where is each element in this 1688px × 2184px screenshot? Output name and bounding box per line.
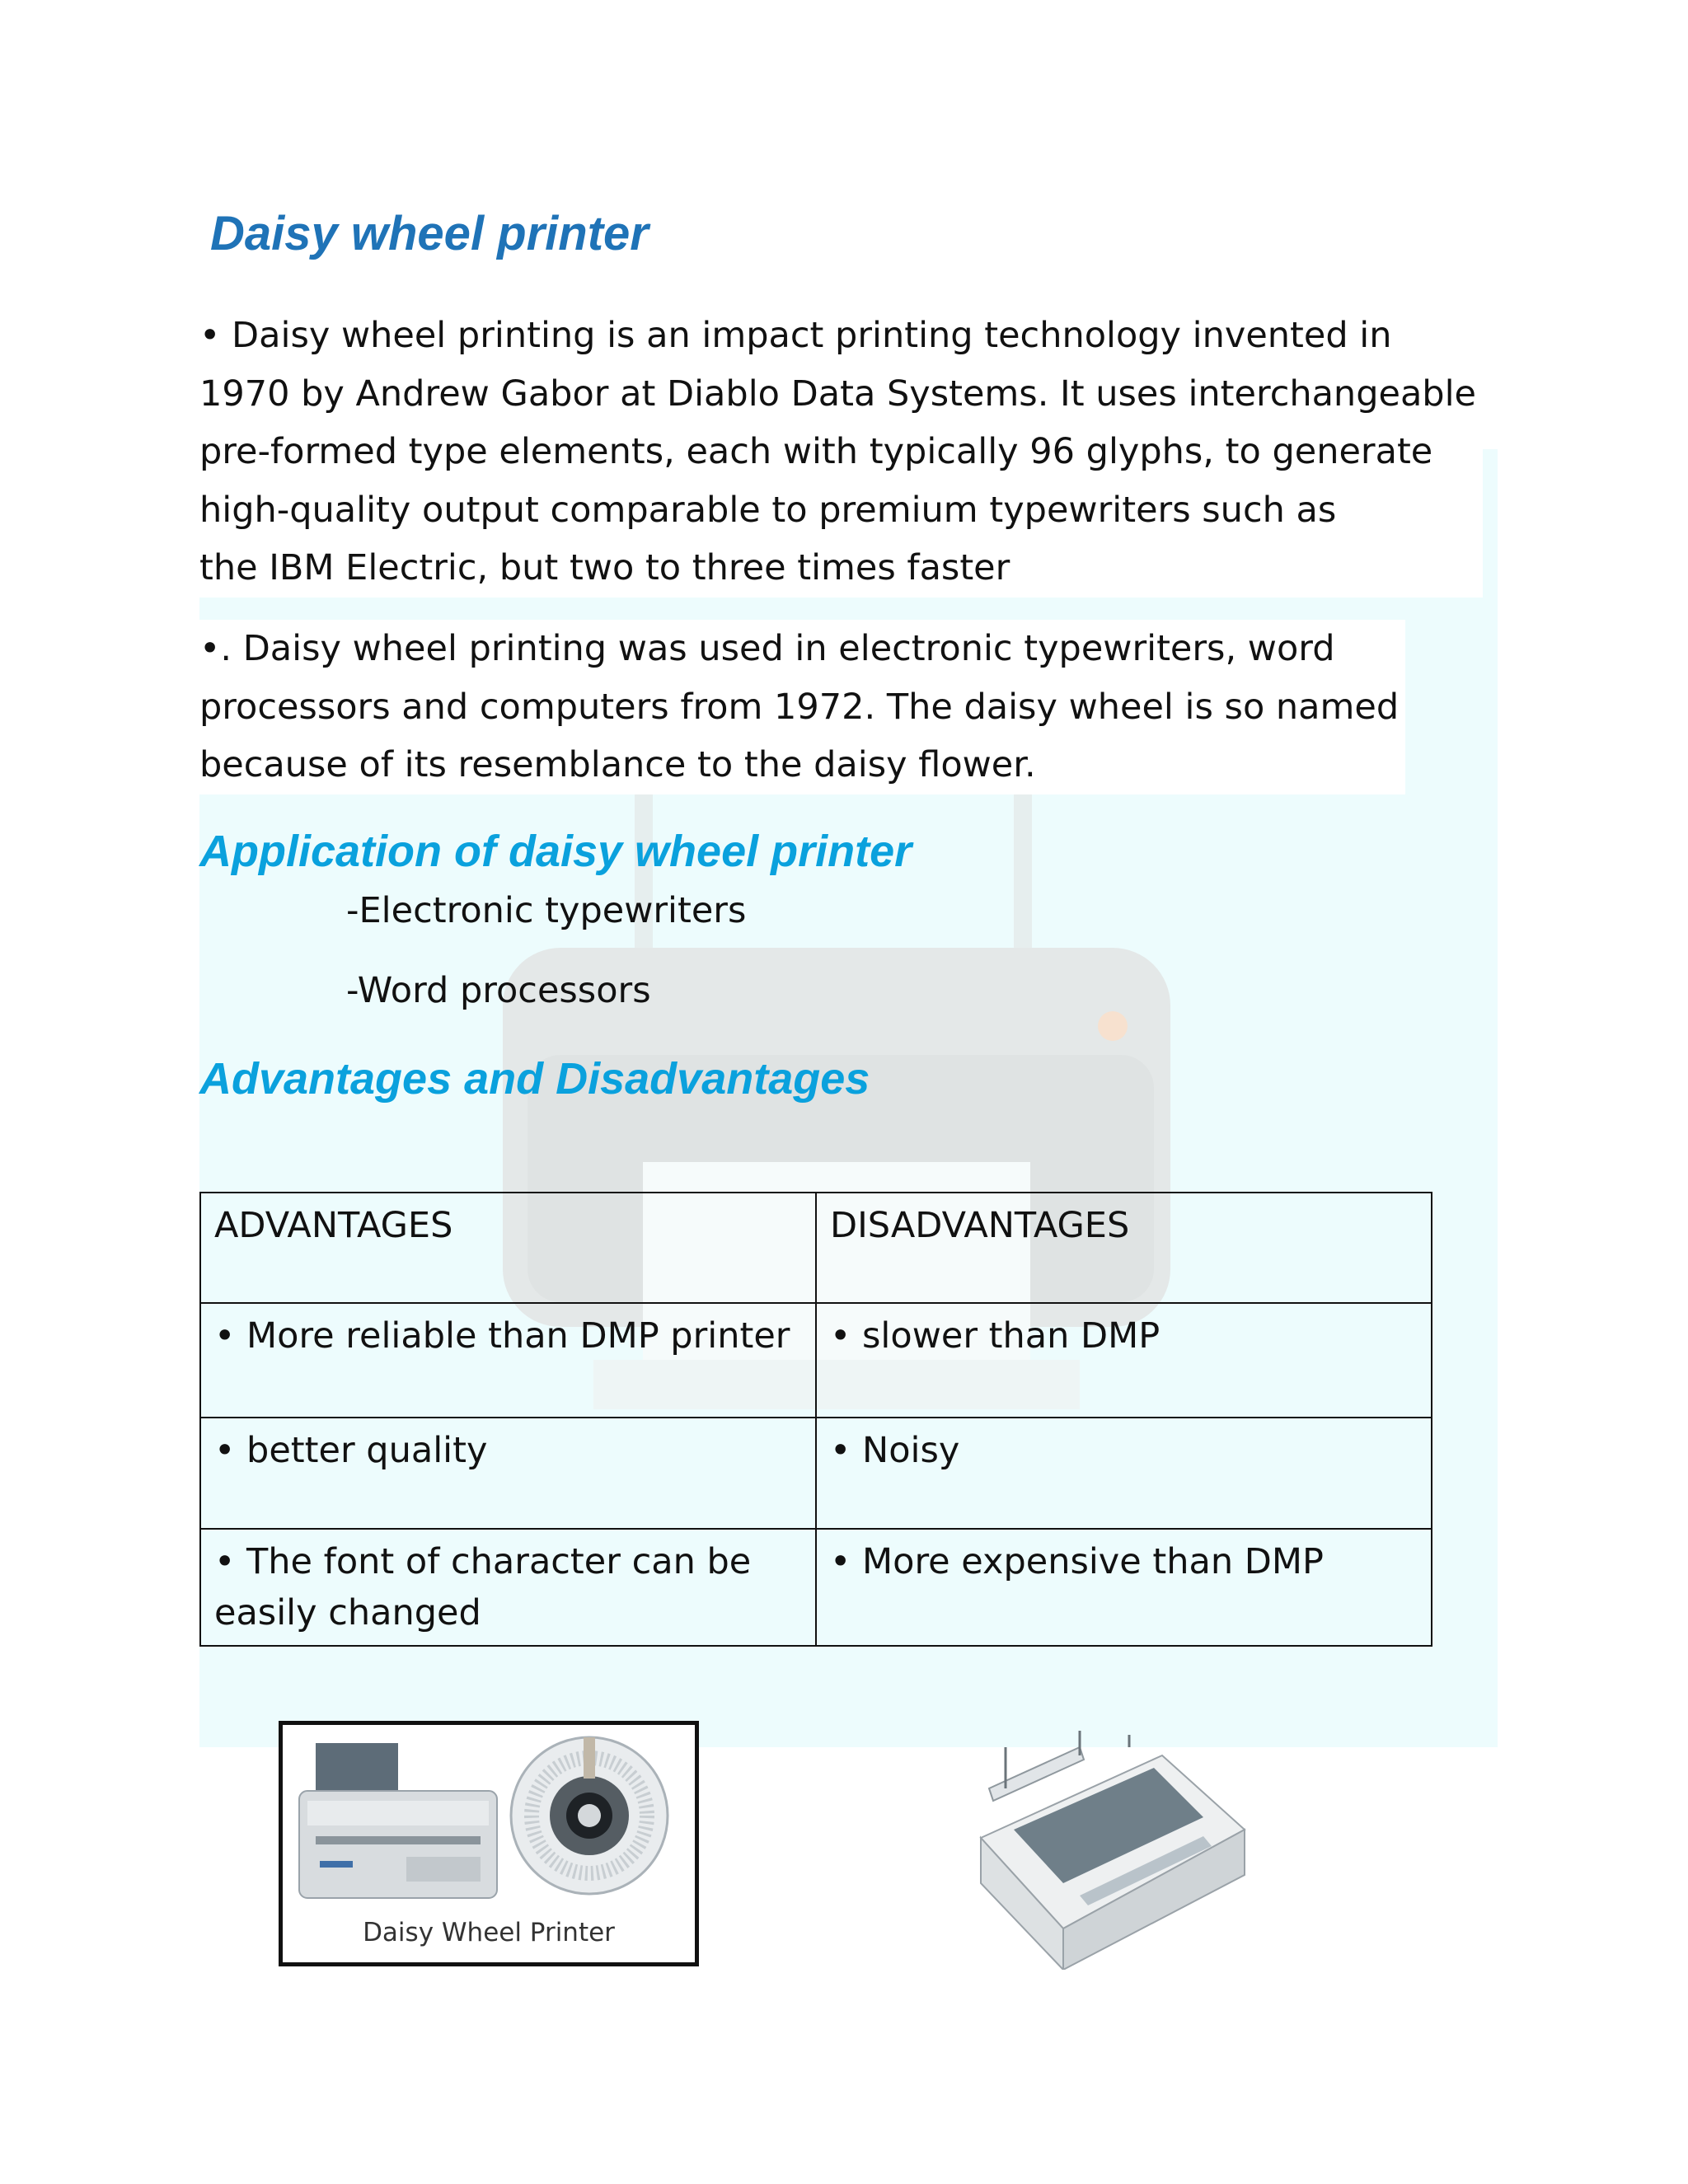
table-row — [200, 1303, 1432, 1418]
application-heading: Application of daisy wheel printer — [199, 827, 912, 876]
advantages-column-header: ADVANTAGES — [200, 1193, 816, 1303]
advantage-cell: • better quality — [200, 1418, 816, 1529]
disadvantage-cell: • slower than DMP — [816, 1303, 1432, 1418]
dot-matrix-printer-image — [956, 1731, 1253, 1970]
disadvantages-column-header: DISADVANTAGES — [816, 1193, 1432, 1303]
advantages-heading: Advantages and Disadvantages — [199, 1054, 870, 1104]
intro-paragraph: • Daisy wheel printing is an impact printing technology invented in 1970 by Andrew Gabor at Diablo Data Systems. It uses interchangeable pre-formed type elements, each with typically 96 glyphs, to generate high-quality output comparable to premium typewriters such as the IBM Electric, but two to three times faster — [199, 307, 1483, 598]
table-row — [200, 1529, 1432, 1646]
application-item: -Word processors — [346, 970, 651, 1011]
table-row — [200, 1418, 1432, 1529]
disadvantage-cell: • Noisy — [816, 1418, 1432, 1529]
advantage-cell: • More reliable than DMP printer — [200, 1303, 816, 1418]
daisy-wheel-printer-image — [279, 1721, 699, 1966]
page-title: Daisy wheel printer — [210, 207, 649, 260]
image-caption: Daisy Wheel Printer — [363, 1918, 615, 1947]
disadvantage-cell: • More expensive than DMP — [816, 1529, 1432, 1646]
advantages-table — [199, 1192, 1432, 1647]
application-item: -Electronic typewriters — [346, 890, 747, 931]
advantage-cell: • The font of character can be easily changed — [200, 1529, 816, 1646]
table-header-row — [200, 1193, 1432, 1303]
history-paragraph: •. Daisy wheel printing was used in electronic typewriters, word processors and computers from 1972. The daisy wheel is so named because of its resemblance to the daisy flower. — [199, 620, 1405, 794]
